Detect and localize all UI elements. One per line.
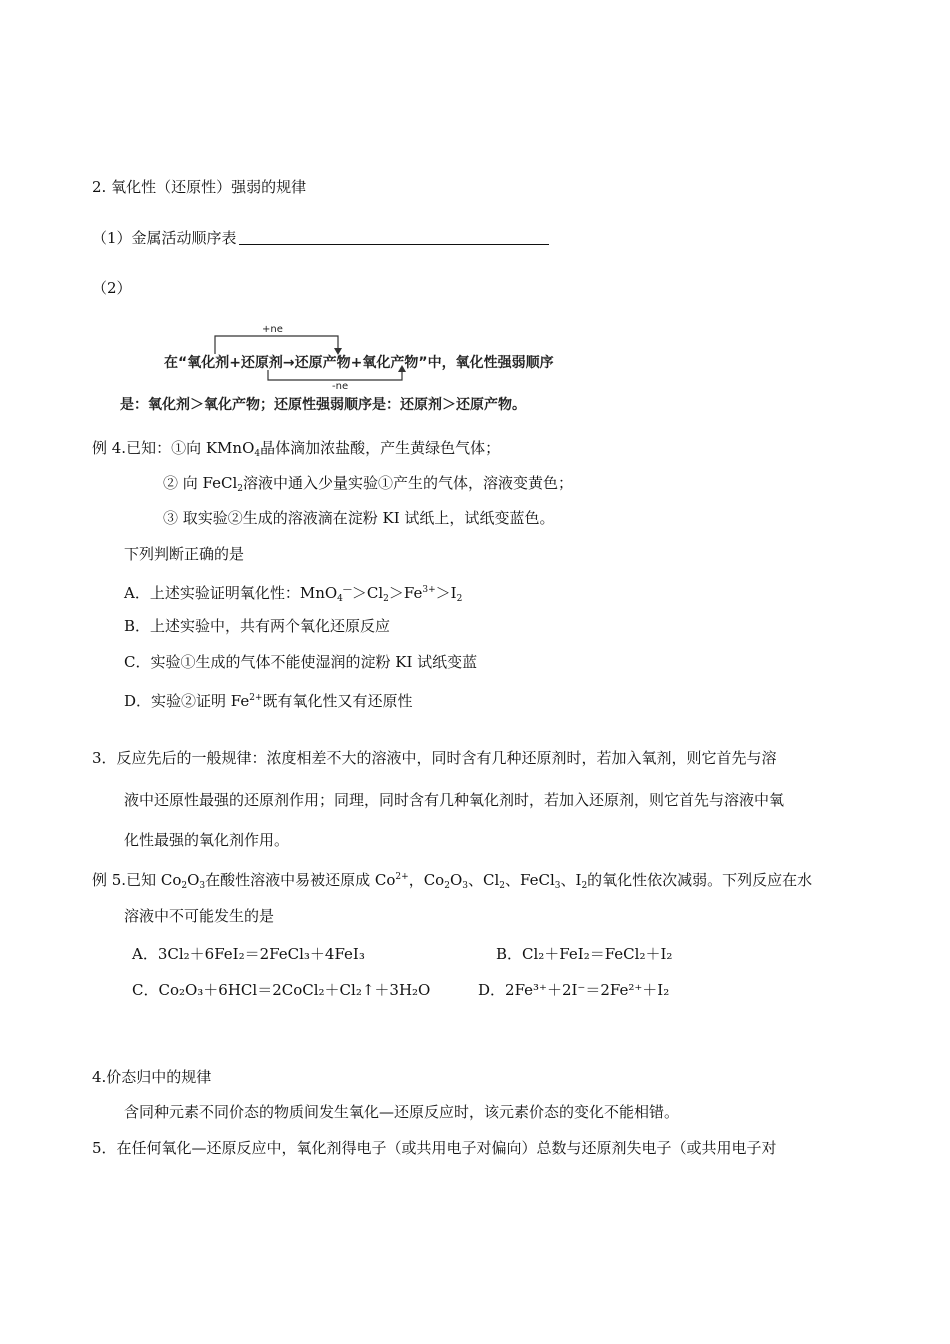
ex5-e: O [449, 871, 463, 889]
ex4-intro-b: 晶体滴加浓盐酸，产生黄绿色气体； [260, 439, 501, 457]
section3-line1: 3．反应先后的一般规律：浓度相差不大的溶液中，同时含有几种还原剂时，若加入氧剂，则它首先与溶 [92, 749, 777, 767]
optA-sub3: 2 [456, 594, 463, 604]
ex4-step2-sub: 2 [237, 484, 244, 494]
ex4-step2 [163, 473, 573, 499]
ex5-a: 例 5.已知 Co [92, 871, 182, 889]
optA-sup1: — [342, 585, 352, 595]
section2-item1 [92, 228, 549, 248]
optA-sup2: 3+ [422, 585, 436, 595]
ex4-step2-a: ② 向 FeCl [163, 474, 238, 492]
section3-line2: 液中还原性最强的还原剂作用；同理，同时含有几种氧化剂时，若加入还原剂，则它首先与溶液中氧 [124, 791, 785, 809]
section4-title: 4.价态归中的规律 [92, 1068, 212, 1086]
ex5-f: 、Cl [468, 871, 500, 889]
ex5-sup: 2+ [395, 872, 409, 882]
ex4-intro-sub: 4 [254, 449, 261, 459]
ex5-b: O [187, 871, 200, 889]
optA-b: ＞Cl [351, 584, 384, 602]
optA-c: ＞Fe [388, 584, 423, 602]
ex4-option-a [124, 580, 462, 609]
ex5-h: 、I [560, 871, 582, 889]
ex4-intro [92, 438, 500, 464]
ex4-step3: ③ 取实验②生成的溶液滴在淀粉 KI 试纸上，试纸变蓝色。 [163, 509, 555, 527]
ex5-sub4: 3 [462, 881, 468, 891]
ex5-i: 的氧化性依次减弱。下列反应在水 [587, 871, 813, 889]
section2-title: 2. 氧化性（还原性）强弱的规律 [92, 178, 307, 196]
ex5-sub2: 3 [199, 881, 206, 891]
ex4-question: 下列判断正确的是 [124, 545, 245, 563]
section2-item2: （2） [92, 279, 132, 297]
bottom-electron-label: -ne [332, 381, 349, 392]
ex5-sub5: 2 [499, 881, 506, 891]
optD-sup: 2+ [249, 693, 263, 703]
ex5-sub7: 2 [581, 881, 588, 891]
ex5-line1 [92, 867, 812, 896]
diagram-line1: 在“氧化剂+还原剂→还原产物+氧化产物”中，氧化性强弱顺序 [164, 355, 554, 371]
ex5-option-d: D．2Fe³⁺＋2I⁻＝2Fe²⁺＋I₂ [478, 981, 670, 999]
item1-label: （1）金属活动顺序表 [92, 229, 237, 247]
ex4-option-c: C．实验①生成的气体不能使湿润的淀粉 KI 试纸变蓝 [124, 653, 478, 671]
ex4-step2-b: 溶液中通入少量实验①产生的气体，溶液变黄色； [243, 474, 574, 492]
ex5-sub6: 3 [554, 881, 561, 891]
ex5-option-a: A．3Cl₂＋6FeI₂＝2FeCl₃＋4FeI₃ [132, 945, 365, 963]
optA-sub1: 4 [337, 594, 343, 604]
ex5-c: 在酸性溶液中易被还原成 Co [205, 871, 396, 889]
ex5-option-c: C．Co₂O₃＋6HCl＝2CoCl₂＋Cl₂↑＋3H₂O [132, 981, 431, 999]
optD-a: D．实验②证明 Fe [124, 692, 250, 710]
section5-line1: 5．在任何氧化—还原反应中，氧化剂得电子（或共用电子对偏向）总数与还原剂失电子（或共用电子对 [92, 1139, 777, 1157]
top-electron-label: +ne [262, 324, 283, 335]
ex5-option-b: B．Cl₂＋FeI₂＝FeCl₂＋I₂ [496, 945, 673, 963]
ex5-sub1: 2 [181, 881, 188, 891]
ex5-line2: 溶液中不可能发生的是 [124, 907, 275, 925]
optD-b: 既有氧化性又有还原性 [262, 692, 413, 710]
optA-a: A．上述实验证明氧化性：MnO [124, 584, 338, 602]
optA-sub2: 2 [383, 594, 389, 604]
ex5-sub3: 2 [444, 881, 450, 891]
ex5-g: 、FeCl [505, 871, 555, 889]
diagram-line2: 是：氧化剂＞氧化产物；还原性强弱顺序是：还原剂＞还原产物。 [120, 397, 526, 413]
section3-line3: 化性最强的氧化剂作用。 [124, 831, 290, 849]
ex5-d: ，Co [408, 871, 445, 889]
ex4-option-d [124, 688, 413, 711]
section4-body: 含同种元素不同价态的物质间发生氧化—还原反应时，该元素价态的变化不能相错。 [124, 1103, 680, 1121]
fill-blank [239, 228, 549, 245]
ex4-option-b: B．上述实验中，共有两个氧化还原反应 [124, 617, 391, 635]
redox-diagram [120, 318, 620, 414]
optA-d: ＞I [435, 584, 457, 602]
ex4-intro-a: 例 4.已知：①向 KMnO [92, 439, 255, 457]
